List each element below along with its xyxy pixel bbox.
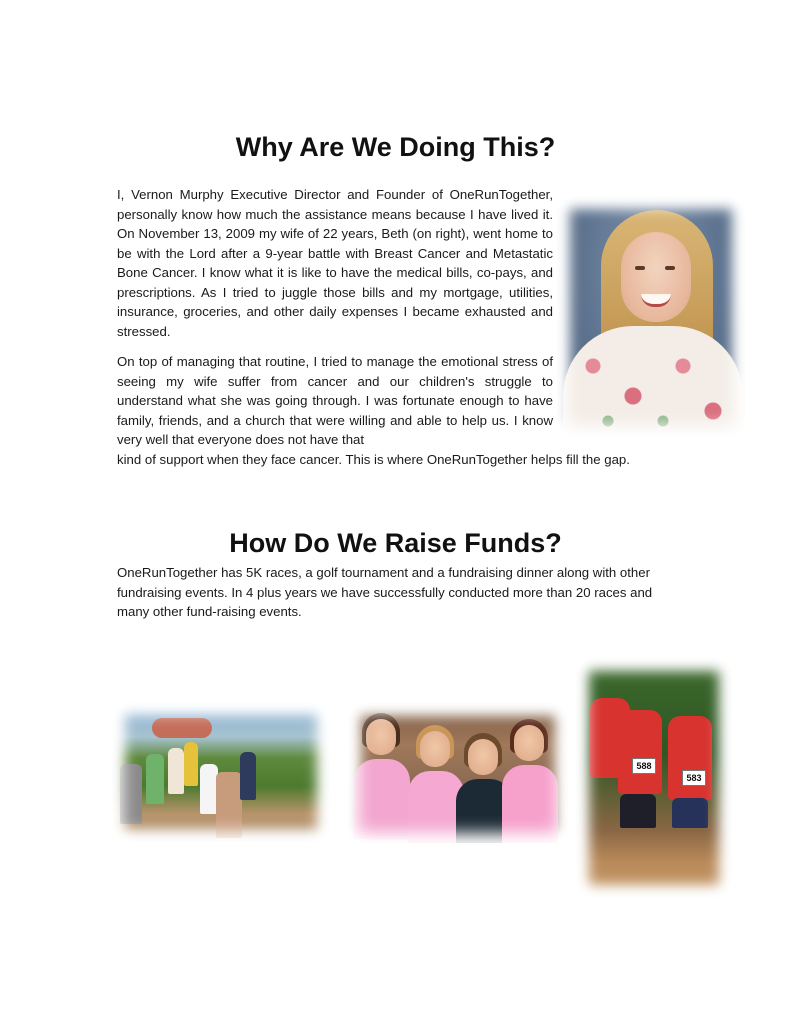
race-bib: 583 bbox=[682, 770, 706, 786]
volunteer-face bbox=[468, 739, 498, 775]
volunteer-group-photo bbox=[348, 703, 568, 843]
portrait-eye-left bbox=[635, 266, 645, 270]
volunteer-pink-shirt bbox=[354, 759, 410, 839]
portrait-floral-shirt bbox=[563, 326, 743, 436]
section-heading-why: Why Are We Doing This? bbox=[235, 132, 556, 162]
mud-runner-red-shirt bbox=[618, 710, 662, 794]
section-heading-funds: How Do We Raise Funds? bbox=[229, 528, 562, 558]
volunteer-face bbox=[514, 725, 544, 761]
runner-figure bbox=[120, 764, 142, 824]
paragraph-fundraising: OneRunTogether has 5K races, a golf tournament and a fundraising dinner along with other fundraising events. In 4 plus years we have successfully conducted more than 20 races and many other fund-raising events. bbox=[117, 565, 653, 619]
runner-figure bbox=[184, 742, 198, 786]
runner-figure bbox=[240, 752, 256, 800]
mud-runner-red-shirt bbox=[668, 716, 712, 800]
portrait-face bbox=[621, 232, 691, 322]
portrait-photo bbox=[557, 196, 745, 436]
portrait-eye-right bbox=[665, 266, 675, 270]
runner-figure bbox=[146, 754, 164, 804]
runner-figure bbox=[216, 772, 242, 838]
paragraph-emotional-stress: On top of managing that routine, I tried to manage the emotional stress of seeing my wife suffer from cancer and our children's struggle to understand what she was going through. I was fortunate enough to have family, friends, and a church that were willing and able to help us. I know very well that everyone does not have that bbox=[117, 354, 553, 447]
paragraph-emotional-stress-last-line: kind of support when they face cancer. This is where OneRunTogether helps fill the gap. bbox=[117, 452, 630, 467]
trail-race-photo bbox=[112, 702, 330, 842]
volunteer-pink-shirt bbox=[502, 765, 558, 843]
race-bib: 588 bbox=[632, 758, 656, 774]
paragraph-founder-story: I, Vernon Murphy Executive Director and Founder of OneRunTogether, personally know how much the assistance means because I have lived it. On November 13, 2009 my wife of 22 years, Beth (on right), went home to be with the Lord after a 9-year battle with Breast Cancer and Metastatic Bone Cancer. I know what it is like to have the medical bills, co-pays, and prescriptions. As I tried to juggle those bills and my mortgage, utilities, insurance, groceries, and other daily expenses I became exhausted and stressed. bbox=[117, 187, 553, 339]
crowd-figures bbox=[152, 718, 212, 738]
volunteer-face bbox=[366, 719, 396, 755]
volunteer-face bbox=[420, 731, 450, 767]
mud-runner-shorts bbox=[672, 798, 708, 828]
mud-run-photo bbox=[576, 658, 732, 898]
runner-figure bbox=[168, 748, 184, 794]
mud-runner-shorts bbox=[620, 794, 656, 828]
